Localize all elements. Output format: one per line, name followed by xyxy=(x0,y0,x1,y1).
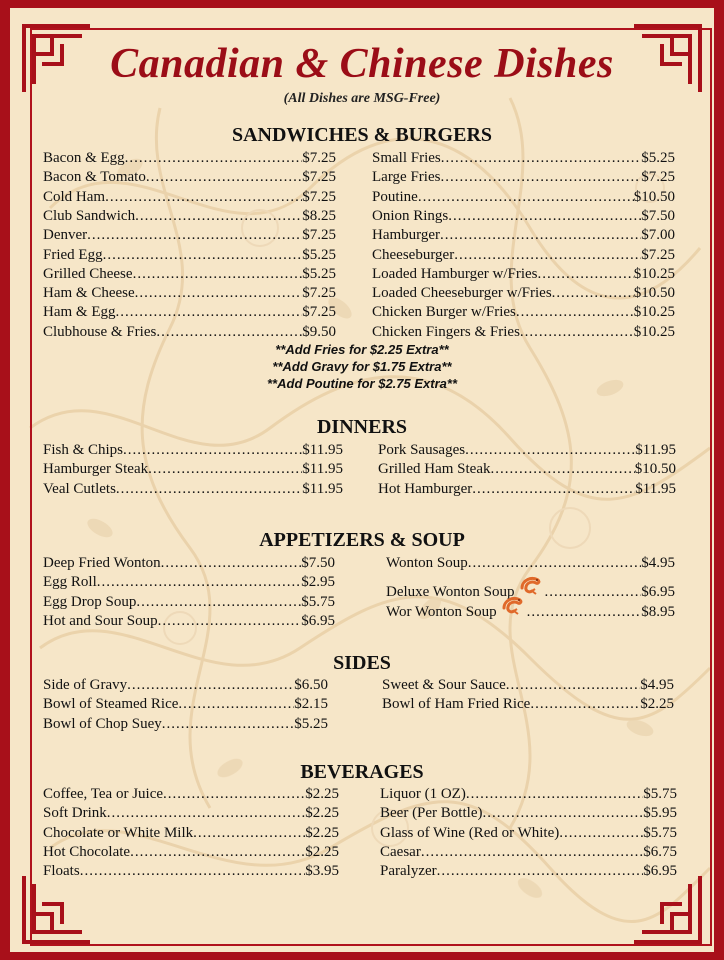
dot-leader xyxy=(107,805,306,822)
menu-item-price: $7.00 xyxy=(641,227,675,244)
menu-item-price: $10.25 xyxy=(633,265,675,282)
menu-item xyxy=(372,266,675,285)
menu-item-price: $2.25 xyxy=(640,696,674,713)
menu-item xyxy=(382,677,674,696)
menu-item-name: Cheeseburger xyxy=(372,246,455,263)
menu-item xyxy=(372,189,675,208)
menu-item-price: $8.25 xyxy=(302,207,336,224)
menu-item-price: $7.25 xyxy=(641,169,675,186)
menu-item-price: $5.25 xyxy=(641,150,675,166)
corner-ornament-icon xyxy=(632,874,702,944)
menu-item xyxy=(43,805,339,824)
menu-item xyxy=(380,805,677,824)
menu-item xyxy=(43,150,336,169)
menu-item-name: Pork Sausages xyxy=(378,442,466,458)
dot-leader xyxy=(87,227,302,244)
dot-leader xyxy=(506,677,641,694)
menu-item-price: $2.25 xyxy=(305,805,339,822)
dot-leader xyxy=(418,189,634,206)
section-title-beverages: BEVERAGES xyxy=(300,761,424,783)
menu-item-price: $5.25 xyxy=(302,246,336,263)
menu-item xyxy=(43,863,339,882)
menu-item-name: Soft Drink xyxy=(43,805,107,822)
menu-item-name: Liquor (1 OZ) xyxy=(380,786,466,802)
menu-item-price: $10.50 xyxy=(634,461,676,478)
dot-leader xyxy=(448,208,641,225)
menu-item xyxy=(43,716,328,735)
menu-item-name: Chicken Burger w/Fries xyxy=(372,304,516,321)
dot-leader xyxy=(163,786,305,803)
menu-item-price: $7.25 xyxy=(302,150,336,166)
menu-item-name: Hot Chocolate xyxy=(43,843,131,860)
menu-item-name: Fried Egg xyxy=(43,246,103,263)
section-title-dinners: DINNERS xyxy=(316,416,408,438)
section-title-appetizers: APPETIZERS & SOUP xyxy=(259,529,465,551)
dot-leader xyxy=(482,805,643,822)
menu-item-price: $5.75 xyxy=(643,786,677,802)
menu-item-price: $11.95 xyxy=(635,442,676,458)
menu-item xyxy=(378,481,676,500)
menu-item-price: $2.95 xyxy=(301,574,335,591)
menu-item-name: Chicken Fingers & Fries xyxy=(372,323,520,340)
menu-item xyxy=(43,208,336,227)
menu-item xyxy=(386,555,675,574)
menu-item xyxy=(372,247,675,266)
menu-item-name: Egg Drop Soup xyxy=(43,593,137,610)
menu-item xyxy=(43,227,336,246)
menu-item-price: $11.95 xyxy=(635,480,676,497)
menu-item-name: Grilled Cheese xyxy=(43,265,133,282)
menu-item xyxy=(43,285,336,304)
menu-item xyxy=(43,786,339,805)
menu-item xyxy=(43,266,336,285)
menu-item xyxy=(43,442,343,461)
dot-leader xyxy=(516,304,634,321)
dot-leader xyxy=(103,247,303,264)
dot-leader xyxy=(454,247,641,264)
menu-item xyxy=(43,696,328,715)
menu-title: Canadian & Chinese Dishes xyxy=(110,41,614,87)
menu-item-name: Caesar xyxy=(380,843,421,860)
dot-leader xyxy=(472,481,635,498)
menu-item-price: $7.25 xyxy=(302,188,336,205)
menu-item-price: $4.95 xyxy=(640,677,674,693)
menu-item-name: Ham & Cheese xyxy=(43,285,135,302)
dot-leader xyxy=(440,169,641,186)
menu-item-name: Veal Cutlets xyxy=(43,480,116,497)
menu-item-name: Deluxe Wonton Soup xyxy=(386,584,515,601)
menu-item-name: Bacon & Egg xyxy=(43,150,125,166)
menu-item xyxy=(378,461,676,480)
dot-leader xyxy=(116,304,303,321)
dot-leader xyxy=(527,604,642,621)
menu-item-name: Deep Fried Wonton xyxy=(43,555,161,571)
dot-leader xyxy=(133,266,303,283)
menu-item-name: Club Sandwich xyxy=(43,207,136,224)
dot-leader xyxy=(440,227,641,244)
menu-item-price: $5.75 xyxy=(643,824,677,841)
dot-leader xyxy=(105,189,302,206)
menu-item-name: Cold Ham xyxy=(43,188,106,205)
menu-item xyxy=(43,189,336,208)
dot-leader xyxy=(135,285,303,302)
menu-item-name: Loaded Hamburger w/Fries xyxy=(372,265,538,282)
menu-item xyxy=(43,461,343,480)
dot-leader xyxy=(161,555,302,572)
menu-item-price: $11.95 xyxy=(302,461,343,478)
menu-item-price: $7.25 xyxy=(641,246,675,263)
menu-item-price: $6.95 xyxy=(643,863,677,880)
menu-item-name: Sweet & Sour Sauce xyxy=(382,677,506,693)
menu-item-name: Floats xyxy=(43,863,80,880)
menu-item-price: $10.50 xyxy=(633,188,675,205)
menu-item-name: Beer (Per Bottle) xyxy=(380,805,483,822)
menu-item-name: Wonton Soup xyxy=(386,555,468,571)
dot-leader xyxy=(127,677,294,694)
menu-item-price: $10.50 xyxy=(633,285,675,302)
menu-item xyxy=(43,481,343,500)
menu-item-price: $2.25 xyxy=(305,824,339,841)
menu-item-name: Ham & Egg xyxy=(43,304,116,321)
menu-item-price: $7.25 xyxy=(302,169,336,186)
section-title-sandwiches: SANDWICHES & BURGERS xyxy=(231,124,493,146)
menu-item-price: $6.75 xyxy=(643,843,677,860)
menu-item-price: $8.95 xyxy=(641,603,675,620)
menu-item-price: $11.95 xyxy=(302,442,343,458)
menu-item xyxy=(380,863,677,882)
dot-leader xyxy=(156,324,302,341)
dot-leader xyxy=(136,594,301,611)
menu-item-name: Clubhouse & Fries xyxy=(43,323,157,340)
menu-item xyxy=(372,208,675,227)
menu-item xyxy=(43,169,336,188)
menu-item xyxy=(43,324,336,343)
menu-item-name: Bowl of Ham Fried Rice xyxy=(382,696,531,713)
menu-item-price: $7.25 xyxy=(302,304,336,321)
extra-note: **Add Fries for $2.25 Extra** xyxy=(275,342,449,357)
dot-leader xyxy=(530,696,640,713)
menu-item-name: Onion Rings xyxy=(372,207,449,224)
menu-item xyxy=(386,594,675,620)
menu-item-price: $7.50 xyxy=(301,555,335,571)
menu-item-name: Paralyzer xyxy=(380,863,437,880)
dot-leader xyxy=(552,285,634,302)
menu-item-name: Bacon & Tomato xyxy=(43,169,146,186)
menu-item-name: Poutine xyxy=(372,188,418,205)
dot-leader xyxy=(97,574,301,591)
dot-leader xyxy=(146,169,302,186)
menu-item-name: Hot and Sour Soup xyxy=(43,612,158,629)
dot-leader xyxy=(441,150,641,167)
dot-leader xyxy=(520,324,634,341)
menu-subtitle: (All Dishes are MSG-Free) xyxy=(283,91,441,106)
menu-item-price: $7.25 xyxy=(302,227,336,244)
menu-item xyxy=(382,696,674,715)
menu-item-name: Loaded Cheeseburger w/Fries xyxy=(372,285,552,302)
dot-leader xyxy=(421,844,643,861)
menu-item-price: $6.50 xyxy=(294,677,328,693)
dot-leader xyxy=(80,863,306,880)
menu-item-name: Coffee, Tea or Juice xyxy=(43,786,164,802)
menu-item-name: Hamburger Steak xyxy=(43,461,149,478)
menu-item-price: $5.25 xyxy=(294,715,328,732)
menu-item-price: $3.95 xyxy=(305,863,339,880)
menu-item xyxy=(372,285,675,304)
menu-item-name: Egg Roll xyxy=(43,574,97,591)
menu-item-price: $9.50 xyxy=(302,323,336,340)
menu-item xyxy=(43,304,336,323)
dot-leader xyxy=(468,555,642,572)
menu-item xyxy=(43,594,335,613)
dot-leader xyxy=(125,150,303,167)
menu-item-name: Fish & Chips xyxy=(43,442,124,458)
dot-leader xyxy=(116,481,302,498)
menu-item-price: $6.95 xyxy=(301,612,335,629)
extra-note: **Add Poutine for $2.75 Extra** xyxy=(267,376,457,391)
menu-item xyxy=(380,786,677,805)
dot-leader xyxy=(135,208,302,225)
menu-item-name: Hot Hamburger xyxy=(378,480,473,497)
dot-leader xyxy=(158,613,302,630)
menu-item-price: $2.15 xyxy=(294,696,328,713)
dot-leader xyxy=(437,863,644,880)
menu-item xyxy=(43,247,336,266)
dot-leader xyxy=(130,844,305,861)
menu-item-name: Glass of Wine (Red or White) xyxy=(380,824,560,841)
menu-item-name: Side of Gravy xyxy=(43,677,128,693)
menu-item-price: $7.50 xyxy=(641,207,675,224)
menu-item-price: $4.95 xyxy=(641,555,675,571)
menu-item-price: $5.95 xyxy=(643,805,677,822)
menu-item-name: Grilled Ham Steak xyxy=(378,461,491,478)
menu-item xyxy=(372,324,675,343)
menu-item-price: $10.25 xyxy=(633,323,675,340)
dot-leader xyxy=(559,825,643,842)
menu-item-price: $6.95 xyxy=(641,584,675,601)
menu-item-price: $2.25 xyxy=(305,786,339,802)
menu-item-price: $11.95 xyxy=(302,480,343,497)
dot-leader xyxy=(162,716,294,733)
menu-item xyxy=(386,574,675,601)
menu-item xyxy=(43,574,335,593)
menu-item xyxy=(43,613,335,632)
menu-item-name: Wor Wonton Soup xyxy=(386,603,497,620)
menu-item xyxy=(43,677,328,696)
menu-item-price: $5.75 xyxy=(301,593,335,610)
menu-item xyxy=(380,825,677,844)
menu-item xyxy=(372,150,675,169)
extra-note: **Add Gravy for $1.75 Extra** xyxy=(272,359,452,374)
corner-ornament-icon xyxy=(22,874,92,944)
section-title-sides: SIDES xyxy=(333,652,391,674)
dot-leader xyxy=(193,825,305,842)
menu-item-price: $10.25 xyxy=(633,304,675,321)
dot-leader xyxy=(466,786,643,803)
menu-item xyxy=(380,844,677,863)
menu-item-name: Bowl of Steamed Rice xyxy=(43,696,179,713)
dot-leader xyxy=(538,266,634,283)
menu-item xyxy=(378,442,676,461)
menu-item xyxy=(43,555,335,574)
dot-leader xyxy=(465,442,635,459)
shrimp-icon xyxy=(500,594,524,616)
menu-item-name: Denver xyxy=(43,227,88,244)
menu-item-name: Bowl of Chop Suey xyxy=(43,715,162,732)
menu-item-name: Large Fries xyxy=(372,169,441,186)
menu-item xyxy=(372,169,675,188)
menu-item-name: Small Fries xyxy=(372,150,441,166)
menu-item xyxy=(372,227,675,246)
menu-item xyxy=(372,304,675,323)
menu-item xyxy=(43,844,339,863)
menu-item-name: Hamburger xyxy=(372,227,441,244)
menu-item-price: $7.25 xyxy=(302,285,336,302)
menu-item-price: $5.25 xyxy=(302,265,336,282)
menu-item-price: $2.25 xyxy=(305,843,339,860)
dot-leader xyxy=(178,696,294,713)
dot-leader xyxy=(123,442,302,459)
dot-leader xyxy=(490,461,634,478)
menu-item xyxy=(43,825,339,844)
menu-item-name: Chocolate or White Milk xyxy=(43,824,194,841)
dot-leader xyxy=(148,461,302,478)
